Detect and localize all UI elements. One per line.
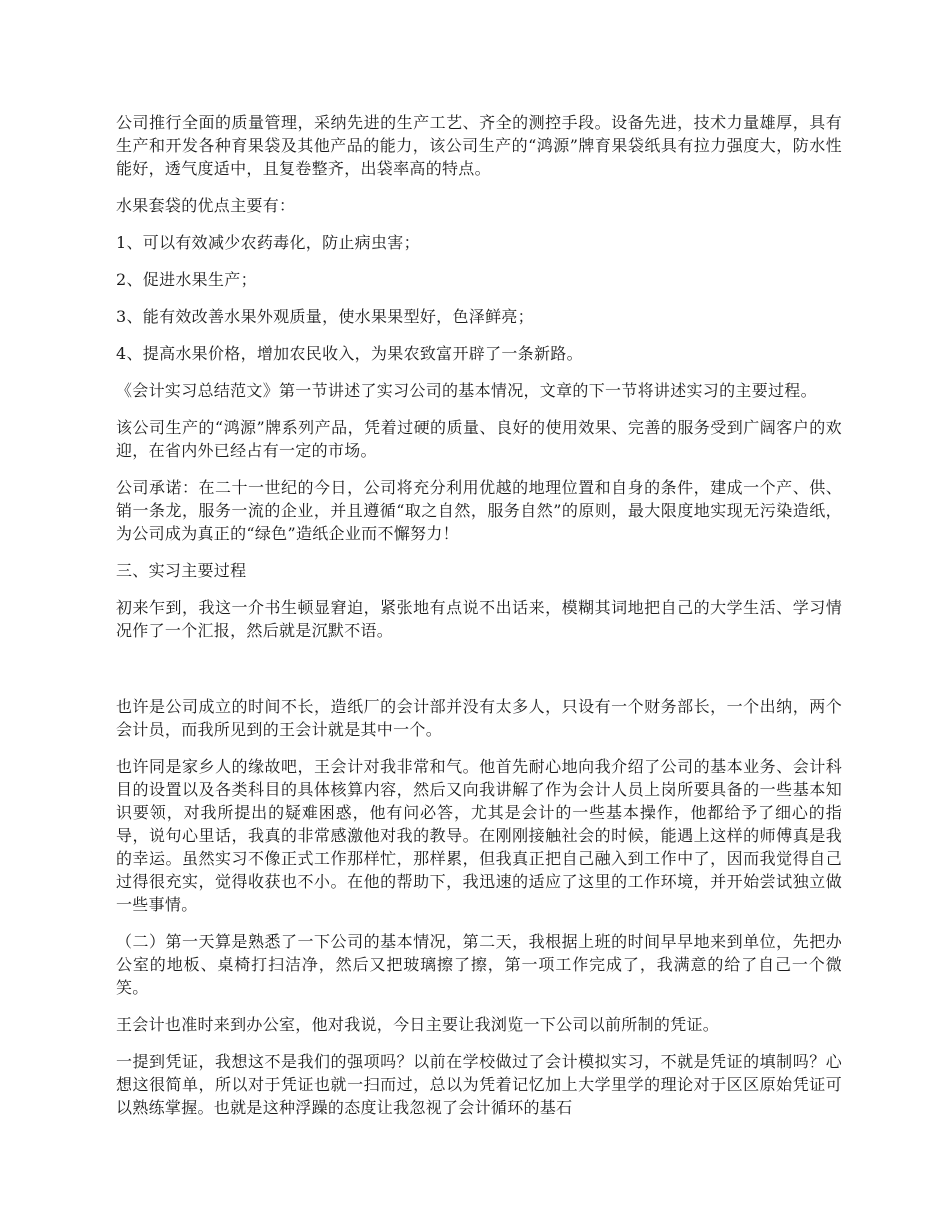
paragraph-accounting-department: 也许是公司成立的时间不长，造纸厂的会计部并没有太多人，只设有一个财务部长，一个出纳，两个会计员，而我所见到的王会计就是其中一个。 (116, 697, 842, 739)
paragraph-bagging-advantages-intro: 水果套袋的优点主要有： (116, 196, 296, 215)
list-item-advantage-2: 2、促进水果生产； (116, 270, 257, 289)
paragraph-company-promise: 公司承诺：在二十一世纪的今日，公司将充分利用优越的地理位置和自身的条件，建成一个产、供、销一条龙，服务一流的企业，并且遵循“取之自然，服务自然”的原则，最大限度地实现无污染造纸，为公司成为真正的“绿色”造纸企业而不懈努力！ (116, 478, 842, 543)
paragraph-company-quality: 公司推行全面的质量管理，采纳先进的生产工艺、齐全的测控手段。设备先进，技术力量雄厚，具有生产和开发各种育果袋及其他产品的能力，该公司生产的“鸿源”牌育果袋纸具有拉力强度大，防水性能好，透气度适中，且复卷整齐，出袋率高的特点。 (116, 113, 842, 178)
list-item-advantage-3: 3、能有效改善水果外观质量，使水果果型好，色泽鲜亮； (116, 307, 534, 326)
list-item-advantage-1: 1、可以有效减少农药毒化，防止病虫害； (116, 233, 420, 252)
paragraph-voucher-reflection: 一提到凭证，我想这不是我们的强项吗？以前在学校做过了会计模拟实习，不就是凭证的填制吗？心想这很简单，所以对于凭证也就一扫而过，总以为凭着记忆加上大学里学的理论对于区区原始凭证可以熟练掌握。也就是这种浮躁的态度让我忽视了会计循环的基石 (116, 1052, 842, 1117)
document-page (116, 111, 842, 1133)
section-heading-internship-process: 三、实习主要过程 (116, 561, 247, 580)
paragraph-mentor-wang: 也许同是家乡人的缘故吧，王会计对我非常和气。他首先耐心地向我介绍了公司的基本业务、会计科目的设置以及各类科目的具体核算内容，然后又向我讲解了作为会计人员上岗所要具备的一些基本知识要领，对我所提出的疑难困惑，他有问必答，尤其是会计的一些基本操作，他都给予了细心的指导，说句心里话，我真的非常感激他对我的教导。在刚刚接触社会的时候，能遇上这样的师傅真是我的幸运。虽然实习不像正式工作那样忙，那样累，但我真正把自己融入到工作中了，因而我觉得自己过得很充实，觉得收获也不小。在他的帮助下，我迅速的适应了这里的工作环境，并开始尝试独立做一些事情。 (116, 757, 842, 914)
paragraph-section-summary: 《会计实习总结范文》第一节讲述了实习公司的基本情况，文章的下一节将讲述实习的主要过程。 (116, 381, 817, 400)
blank-gap (116, 656, 842, 695)
list-item-advantage-4: 4、提高水果价格，增加农民收入，为果农致富开辟了一条新路。 (116, 344, 583, 363)
paragraph-browse-vouchers: 王会计也准时来到办公室，他对我说，今日主要让我浏览一下公司以前所制的凭证。 (116, 1015, 720, 1034)
paragraph-day-two: （二）第一天算是熟悉了一下公司的基本情况，第二天，我根据上班的时间早早地来到单位，先把办公室的地板、桌椅打扫洁净，然后又把玻璃擦了擦，第一项工作完成了，我满意的给了自己一个微笑。 (116, 932, 842, 997)
paragraph-first-arrival: 初来乍到，我这一介书生顿显窘迫，紧张地有点说不出话来，模糊其词地把自己的大学生活、学习情况作了一个汇报，然后就是沉默不语。 (116, 598, 842, 640)
paragraph-product-market: 该公司生产的“鸿源”牌系列产品，凭着过硬的质量、良好的使用效果、完善的服务受到广阔客户的欢迎，在省内外已经占有一定的市场。 (116, 418, 842, 460)
